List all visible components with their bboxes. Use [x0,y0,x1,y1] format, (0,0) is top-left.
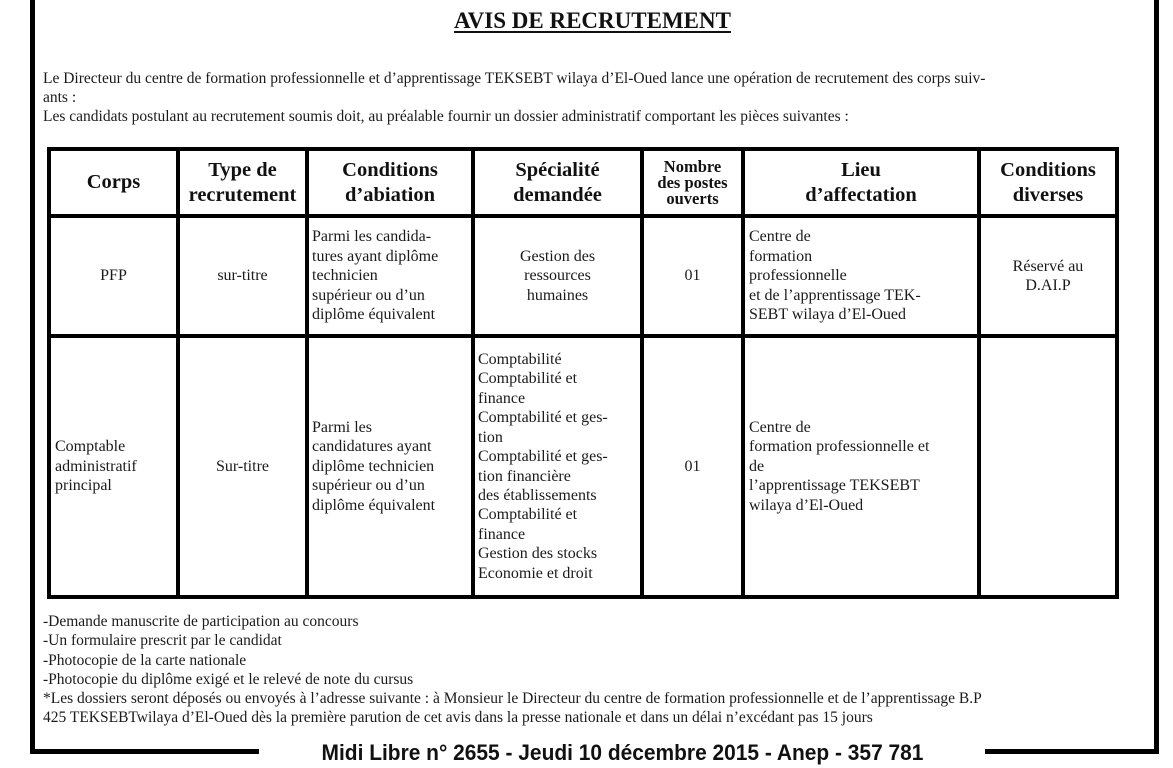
cell-corps [49,216,178,336]
cell-line: diplôme équivalent [312,496,436,514]
cell-diverses [979,216,1117,336]
cell-line: SEBT wilaya d’El-Oued [749,306,907,324]
cell-type: Sur-titre [178,336,307,597]
cell-type: sur-titre [178,216,307,336]
cell-line: D.AI.P [1025,277,1071,294]
cell-line: Comptabilité et ges- [478,448,608,466]
header-nombre: Nombre des postes ouverts [642,149,743,216]
cell-line: Comptabilité [478,351,562,369]
cell-line: administratif [55,457,137,475]
intro-paragraph [43,69,1148,126]
cell-line: wilaya d’El-Oued [749,496,864,514]
table-header-row [49,149,1117,216]
cell-line: candidatures ayant [312,438,432,456]
cell-line: tion financière [478,467,571,485]
note-item: -Photocopie du diplôme exigé et le relevé de note du cursus [43,670,414,688]
header-lieu: Lieu d’affectation [743,149,979,216]
frame-border-bottom-right [985,749,1159,754]
intro-line: Le Directeur du centre de formation professionnelle et d’apprentissage TEKSEBT wilaya d’El-Oued lance une opération de recrutement des corps suiv- [43,70,986,87]
recruitment-table [47,147,1119,599]
header-diverses: Conditions diverses [979,149,1117,216]
cell-line: PFP [100,267,127,285]
cell-line: Gestion des stocks [478,545,598,563]
cell-nombre: 01 [642,336,743,597]
cell-conditions [307,336,473,597]
cell-line: supérieur ou d’un [312,286,425,304]
cell-specialite [473,336,642,597]
header-corps: Corps [49,149,178,216]
cell-line: diplôme équivalent [312,306,436,324]
header-conditions: Conditions d’abiation [307,149,473,216]
cell-line: diplôme technicien [312,457,435,475]
cell-conditions [307,216,473,336]
intro-line: ants : [43,89,77,106]
cell-line: Comptabilité et [478,370,578,388]
cell-line: l’apprentissage TEKSEBT [749,477,920,495]
cell-line: tures ayant diplôme [312,247,439,265]
required-documents-list [43,612,1153,728]
cell-line: humaines [526,286,589,304]
frame-border-right [1154,0,1159,754]
page-title: AVIS DE RECRUTEMENT [454,8,731,33]
cell-line: supérieur ou d’un [312,477,425,495]
cell-line: Parmi les candida- [312,228,432,246]
cell-lieu [743,216,979,336]
cell-nombre: 01 [642,216,743,336]
cell-line: finance [478,389,526,407]
cell-line: Comptable [55,438,126,456]
note-item: 425 TEKSEBTwilaya d’El-Oued dès la première parution de cet avis dans la presse nationale et dans un délai n’excédant pas 15 jours [43,709,873,727]
cell-line: technicien [312,267,378,285]
frame-border-left [30,0,35,754]
note-item: -Photocopie de la carte nationale [43,651,247,669]
cell-corps [49,336,178,597]
cell-line: Comptabilité et ges- [478,409,608,427]
cell-line: Gestion des [519,247,596,265]
cell-line: Economie et droit [478,564,593,582]
cell-line: et de l’apprentissage TEK- [749,286,921,304]
publication-footer: Midi Libre n° 2655 - Jeudi 10 décembre 2015 - Anep - 357 781 [321,740,924,765]
header-specialite: Spécialité demandée [473,149,642,216]
cell-line: professionnelle [749,267,847,285]
note-item: -Demande manuscrite de participation au concours [43,613,359,630]
cell-line: Parmi les [312,418,372,436]
cell-line: principal [55,477,112,495]
table-row [49,216,1117,336]
cell-line: Réservé au [1012,257,1084,275]
cell-lieu [743,336,979,597]
intro-line: Les candidats postulant au recrutement soumis doit, au préalable fournir un dossier administratif comportant les pièces suivantes : [43,108,849,125]
header-type: Type de recrutement [178,149,307,216]
cell-line: des établissements [478,486,597,504]
frame-border-bottom-left [30,749,259,754]
cell-line: tion [478,428,503,446]
cell-line: Centre de [749,228,811,246]
cell-line: ressources [524,267,591,285]
note-item: -Un formulaire prescrit par le candidat [43,632,282,650]
cell-line: Comptabilité et [478,506,578,524]
cell-line: formation [749,247,813,265]
cell-diverses [979,336,1117,597]
cell-specialite [473,216,642,336]
cell-line: finance [478,525,526,543]
cell-line: Centre de [749,418,811,436]
cell-line: de [749,457,765,475]
note-item: *Les dossiers seront déposés ou envoyés à l’adresse suivante : à Monsieur le Directeur du centre de formation professionnelle et de l’apprentissage B.P [43,690,982,708]
table-row [49,336,1117,597]
cell-line: formation professionnelle et [749,438,930,456]
